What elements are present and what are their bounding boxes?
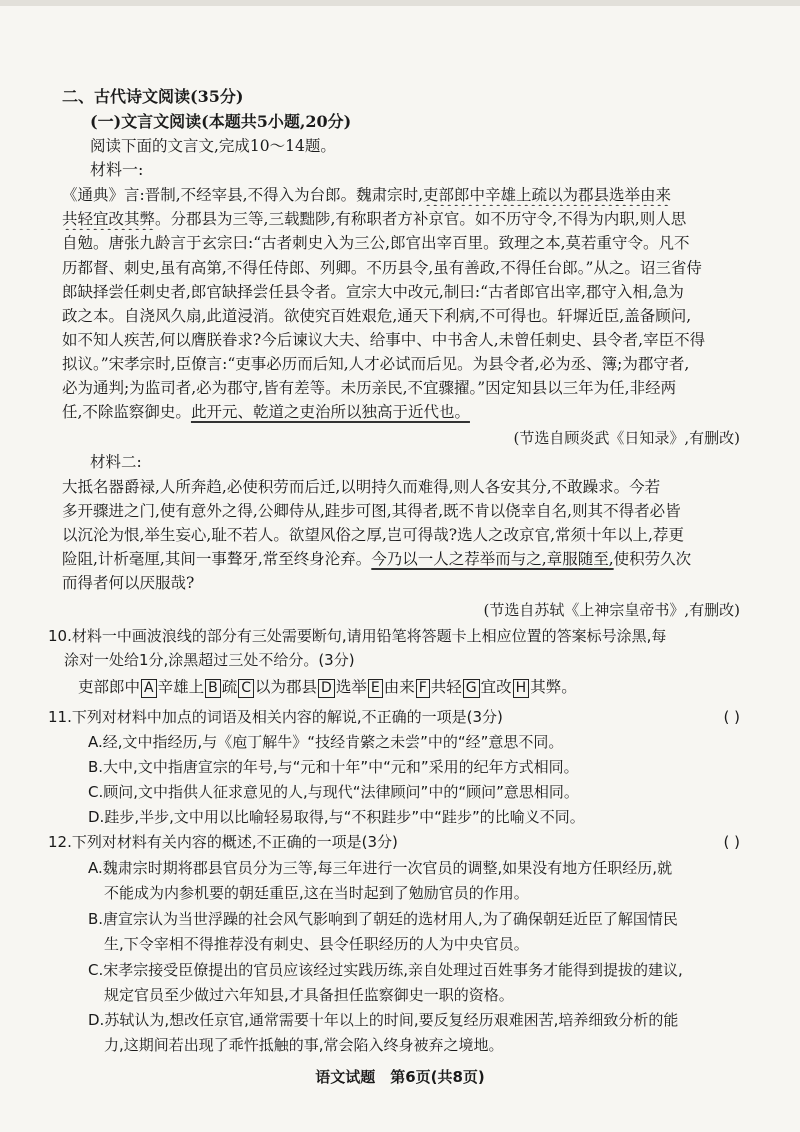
wavy-underlined-text: 共轻宜改其弊 (62, 210, 156, 228)
q11-option-c: C.顾问,文中指供人征求意见的人,与现代“法律顾问”中的“顾问”意思相同。 (88, 783, 579, 801)
q12-option-b-cont: 生,下令宰相不得推荐没有刺史、县令任职经历的人为中央官员。 (104, 935, 529, 953)
material1-line (62, 401, 740, 423)
q10-sequence (78, 676, 756, 698)
q12-option-c-cont: 规定官员至少做过六年知县,才具备担任监察御史一职的资格。 (104, 986, 514, 1004)
answer-box[interactable]: D (318, 679, 335, 698)
section-title: 二、古代诗文阅读(35分) (62, 87, 244, 106)
seq-text: 疏 (221, 678, 238, 696)
seq-text: 宜改 (480, 678, 512, 696)
scan-edge (0, 0, 800, 6)
page-footer: 语文试题 第6页(共8页) (315, 1068, 485, 1086)
material1-line: 自勉。唐张九龄言于玄宗曰:“古者刺史入为三公,郎官出宰百里。致理之本,莫若重守令。凡不 (62, 234, 690, 252)
material2-line: 大抵名器爵禄,人所奔趋,必使积劳而后迁,以明持久而难得,则人各安其分,不敢躁求。今若 (62, 478, 661, 496)
seq-text: 由来 (383, 678, 415, 696)
q11-option-b: B.大中,文中指唐宣宗的年号,与“元和十年”中“元和”采用的纪年方式相同。 (88, 758, 579, 776)
q12-option-d: D.苏轼认为,想改任京官,通常需要十年以上的时间,要反复经历艰难困苦,培养细致分析的能 (88, 1011, 679, 1029)
text-run: 任,不除监察御史。 (62, 403, 191, 421)
answer-box[interactable]: E (368, 679, 383, 698)
material2-line: 而得者何以厌服哉? (62, 574, 195, 592)
text-run: 。分郡县为三等,三载黜陟,有称职者方补京官。如不历守令,不得为内职,则人思 (155, 210, 687, 228)
answer-box[interactable]: A (141, 679, 157, 698)
material1-line: 历都督、刺史,虽有高第,不得任侍郎、列卿。不历县令,虽有善政,不得任台郎。”从之。诏三省侍 (62, 259, 702, 277)
material1-line: 必为通判;为监司者,必为郡守,皆有差等。未历亲民,不宜骤擢。”因定知县以三年为任,非经两 (62, 379, 677, 397)
answer-paren[interactable]: ( ) (723, 708, 740, 726)
answer-box[interactable]: H (513, 679, 530, 698)
answer-box[interactable]: C (238, 679, 254, 698)
wavy-underlined-text: 吏部郎中辛雄上疏以为郡县选举由来 (423, 186, 672, 204)
answer-box[interactable]: G (463, 679, 480, 698)
q12-stem (48, 831, 740, 853)
answer-box[interactable]: B (205, 679, 221, 698)
material1-label: 材料一: (90, 160, 144, 179)
q10-stem: 10.材料一中画波浪线的部分有三处需要断句,请用铅笔将答题卡上相应位置的答案标号涂黑,每 (48, 627, 667, 645)
seq-text: 吏部郎中 (78, 678, 141, 696)
q11-stem-text: 11.下列对材料中加点的词语及相关内容的解说,不正确的一项是(3分) (48, 708, 503, 726)
q10-stem-cont: 涂对一处给1分,涂黑超过三处不给分。(3分) (64, 651, 355, 669)
instruction: 阅读下面的文言文,完成10～14题。 (90, 137, 336, 155)
material2-line: 多开骤进之门,使有意外之得,公卿侍从,跬步可图,其得者,既不肯以侥幸自名,则其不得者必皆 (62, 502, 681, 520)
q12-option-a-cont: 不能成为内参机要的朝廷重臣,这在当时起到了勉励官员的作用。 (104, 884, 529, 902)
source-2: (节选自苏轼《上神宗皇帝书》,有删改) (483, 601, 740, 619)
material1-line: 如不知人疾苦,何以膺朕眷求?今后谏议大夫、给事中、中书舍人,未曾任刺史、县令者,宰臣不得 (62, 331, 706, 349)
q12-stem-text: 12.下列对材料有关内容的概述,不正确的一项是(3分) (48, 833, 398, 851)
text-run: 《通典》言:晋制,不经宰县,不得入为台郎。魏肃宗时, (62, 186, 424, 204)
answer-box[interactable]: F (416, 679, 430, 698)
q12-option-c: C.宋孝宗接受臣僚提出的官员应该经过实践历练,亲自处理过百姓事务才能得到提拔的建议, (88, 961, 683, 979)
q11-option-d: D.跬步,半步,文中用以比喻轻易取得,与“不积跬步”中“跬步”的比喻义不同。 (88, 808, 585, 826)
text-run: 使积劳久次 (613, 550, 692, 568)
sub-title: (一)文言文阅读(本题共5小题,20分) (90, 112, 352, 131)
material2-line: 以沉沦为恨,举生妄心,耻不若人。欲望风俗之厚,岂可得哉?选人之改京官,常须十年以上,荐更 (62, 526, 684, 544)
text-run: 险阻,计析毫厘,其间一事聱牙,常至终身沦弃。 (62, 550, 372, 568)
material1-line (62, 184, 740, 206)
material1-line (62, 208, 740, 230)
seq-text: 其弊。 (530, 678, 577, 696)
material1-line: 拟议。”宋孝宗时,臣僚言:“吏事必历而后知,人才必试而后见。为县令者,必为丞、簿;为郡守者, (62, 355, 690, 373)
material1-line: 郎缺择尝任刺史者,郎官缺择尝任县令者。宣宗大中改元,制曰:“古者郎官出宰,郡守入相,急为 (62, 283, 684, 301)
seq-text: 辛雄上 (157, 678, 205, 696)
seq-text: 共轻 (430, 678, 462, 696)
q12-option-d-cont: 力,这期间若出现了乖忤抵触的事,常会陷入终身被弃之境地。 (104, 1036, 504, 1054)
q11-option-a: A.经,文中指经历,与《庖丁解牛》“技经肯綮之未尝”中的“经”意思不同。 (88, 733, 564, 751)
material2-label: 材料二: (90, 453, 142, 471)
q11-stem (48, 706, 740, 728)
underlined-sentence: 今乃以一人之荐举而与之,章服随至, (371, 550, 614, 568)
material1-line: 政之本。自浇风久扇,此道浸消。欲使究百姓艰危,通天下利病,不可得也。轩墀近臣,盖备顾问, (62, 307, 692, 325)
seq-text: 选举 (335, 678, 367, 696)
q12-option-b: B.唐宣宗认为当世浮躁的社会风气影响到了朝廷的选材用人,为了确保朝廷近臣了解国情民 (88, 910, 678, 928)
answer-paren[interactable]: ( ) (723, 833, 740, 851)
source-1: (节选自顾炎武《日知录》,有删改) (513, 429, 740, 447)
underlined-sentence: 此开元、乾道之吏治所以独高于近代也。 (190, 403, 470, 421)
q12-option-a: A.魏肃宗时期将郡县官员分为三等,每三年进行一次官员的调整,如果没有地方任职经历,就 (88, 859, 673, 877)
material2-line (62, 548, 740, 570)
seq-text: 以为郡县 (255, 678, 318, 696)
